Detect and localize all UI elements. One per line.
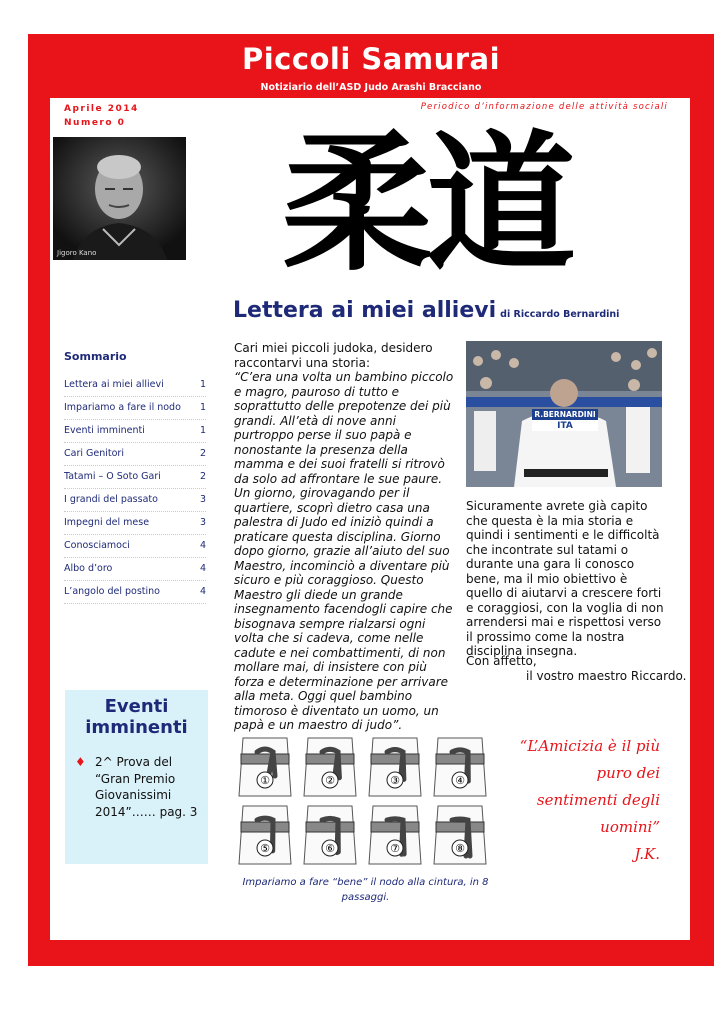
knot-steps-svg — [233, 732, 495, 866]
toc-item[interactable] — [64, 443, 206, 466]
signature: il vostro maestro Riccardo. — [526, 669, 687, 683]
toc-item-label: I grandi del passato — [64, 494, 158, 505]
knot-step-number: ① — [260, 774, 270, 787]
article-body-right: Sicuramente avrete già capito che questa è la mia storia e quindi i sentimenti e le difficoltà che incontrate sul tatami o durante una gara li conosco bene, ma il mio obiettivo è quello di aiutarvi a crescere forti e coraggiosi, con la voglia di non arrendersi mai e rispettosi verso il prossimo come la nostra disciplina insegna. — [466, 499, 664, 658]
events-title: Eventi imminenti — [85, 696, 188, 738]
knot-step-number: ⑥ — [325, 842, 335, 855]
toc-item[interactable] — [64, 581, 206, 604]
quote-text: “L’Amicizia è il più puro dei sentimenti degli uomini” — [519, 737, 660, 836]
toc-item-label: Albo d’oro — [64, 563, 113, 574]
knot-step — [369, 806, 421, 864]
toc-item[interactable] — [64, 512, 206, 535]
knot-step — [434, 738, 486, 796]
portrait-caption: Jigoro Kano — [57, 249, 97, 257]
issue-number: Numero 0 — [64, 118, 126, 128]
quote-author: J.K. — [634, 845, 660, 863]
knot-step-number: ④ — [455, 774, 465, 787]
article-title-text: Lettera ai miei allievi — [233, 298, 497, 323]
article-story: “C’era una volta un bambino piccolo e magro, pauroso di tutto e soprattutto delle prepotenze dei più grandi. All’età di nove anni purtroppo perse il suo papà e nonostante la presenza della mamma e dei suoi fratelli si ritrovò da solo ad affrontare le sue paure. Un giorno, girovagando per il quartiere, scoprì dietro casa una palestra di Judo ed iniziò quindi a praticare questa disciplina. Giorno dopo giorno, grazie all’aiuto del suo Maestro, incominciò a diventare più sicuro e più coraggioso. Questo Maestro gli diede un grande insegnamento facendogli capire che bisognava sempre rialzarsi ogni volta che si cadeva, come nelle cadute e nei combattimenti, di non mollare mai, di insistere con più forza e determinazione per arrivare alla meta. Oggi quel bambino timoroso è diventato un uomo, un papà e un maestro di judo”. — [234, 370, 454, 732]
article-title — [233, 298, 619, 323]
toc-item-page: 1 — [199, 379, 206, 390]
article-body-left — [234, 341, 458, 733]
issue-info — [64, 102, 139, 130]
toc-item-label: Lettera ai miei allievi — [64, 379, 164, 390]
toc-item[interactable] — [64, 489, 206, 512]
toc-item-label: Tatami – O Soto Gari — [64, 471, 161, 482]
toc-item-page: 2 — [199, 471, 206, 482]
portrait-photo — [53, 137, 186, 260]
toc-item[interactable] — [64, 558, 206, 581]
knot-step-number: ⑦ — [390, 842, 400, 855]
quote — [512, 733, 660, 868]
knot-step-number: ⑤ — [260, 842, 270, 855]
toc-item-page: 3 — [199, 517, 206, 528]
diamond-bullet-icon: ♦ — [75, 755, 86, 769]
knot-step-number: ⑧ — [455, 842, 465, 855]
newsletter-title: Piccoli Samurai — [241, 42, 501, 76]
article-byline: di Riccardo Bernardini — [500, 309, 620, 320]
toc-item-label: Eventi imminenti — [64, 425, 145, 436]
belt-knot-diagram — [233, 732, 495, 866]
photo-back-country: ITA — [557, 421, 573, 431]
toc-item-label: L’angolo del postino — [64, 586, 160, 597]
toc-item[interactable] — [64, 374, 206, 397]
toc-item-page: 4 — [199, 540, 206, 551]
toc-item[interactable] — [64, 466, 206, 489]
toc-item-page: 4 — [199, 586, 206, 597]
article-intro: Cari miei piccoli judoka, desidero raccontarvi una storia: — [234, 341, 433, 370]
judo-kanji: 柔道 — [282, 116, 571, 292]
toc-item-page: 1 — [199, 425, 206, 436]
events-item-text: 2^ Prova del “Gran Premio Giovanissimi 2014”…… pag. 3 — [95, 755, 198, 819]
knot-step — [239, 806, 291, 864]
knot-step — [434, 806, 486, 864]
knot-step — [304, 738, 356, 796]
events-item — [75, 754, 208, 820]
events-box — [65, 690, 208, 864]
knot-caption: Impariamo a fare “bene” il nodo alla cintura, in 8 passaggi. — [242, 877, 489, 903]
knot-step-number: ③ — [390, 774, 400, 787]
closing: Con affetto, — [466, 654, 537, 668]
knot-step — [239, 738, 291, 796]
newsletter-subtitle: Notiziario dell’ASD Judo Arashi Bracciano — [260, 82, 482, 93]
toc-item-page: 1 — [199, 402, 206, 413]
toc-item-label: Impegni del mese — [64, 517, 150, 528]
toc-item[interactable] — [64, 420, 206, 443]
tagline: Periodico d’informazione delle attività sociali — [420, 102, 668, 112]
portrait-image — [53, 137, 186, 260]
toc-item-page: 2 — [199, 448, 206, 459]
toc-item[interactable] — [64, 535, 206, 558]
toc-item-label: Impariamo a fare il nodo — [64, 402, 181, 413]
photo-back-name: R.BERNARDINI — [532, 409, 598, 420]
knot-step-number: ② — [325, 774, 335, 787]
toc-item-page: 3 — [199, 494, 206, 505]
toc-item[interactable] — [64, 397, 206, 420]
issue-date: Aprile 2014 — [64, 104, 139, 114]
toc-title: Sommario — [64, 350, 127, 363]
toc-item-label: Conosciamoci — [64, 540, 130, 551]
judo-photo — [466, 341, 662, 487]
toc-item-label: Cari Genitori — [64, 448, 124, 459]
knot-step — [304, 806, 356, 864]
table-of-contents — [64, 374, 206, 604]
toc-item-page: 4 — [199, 563, 206, 574]
knot-step — [369, 738, 421, 796]
